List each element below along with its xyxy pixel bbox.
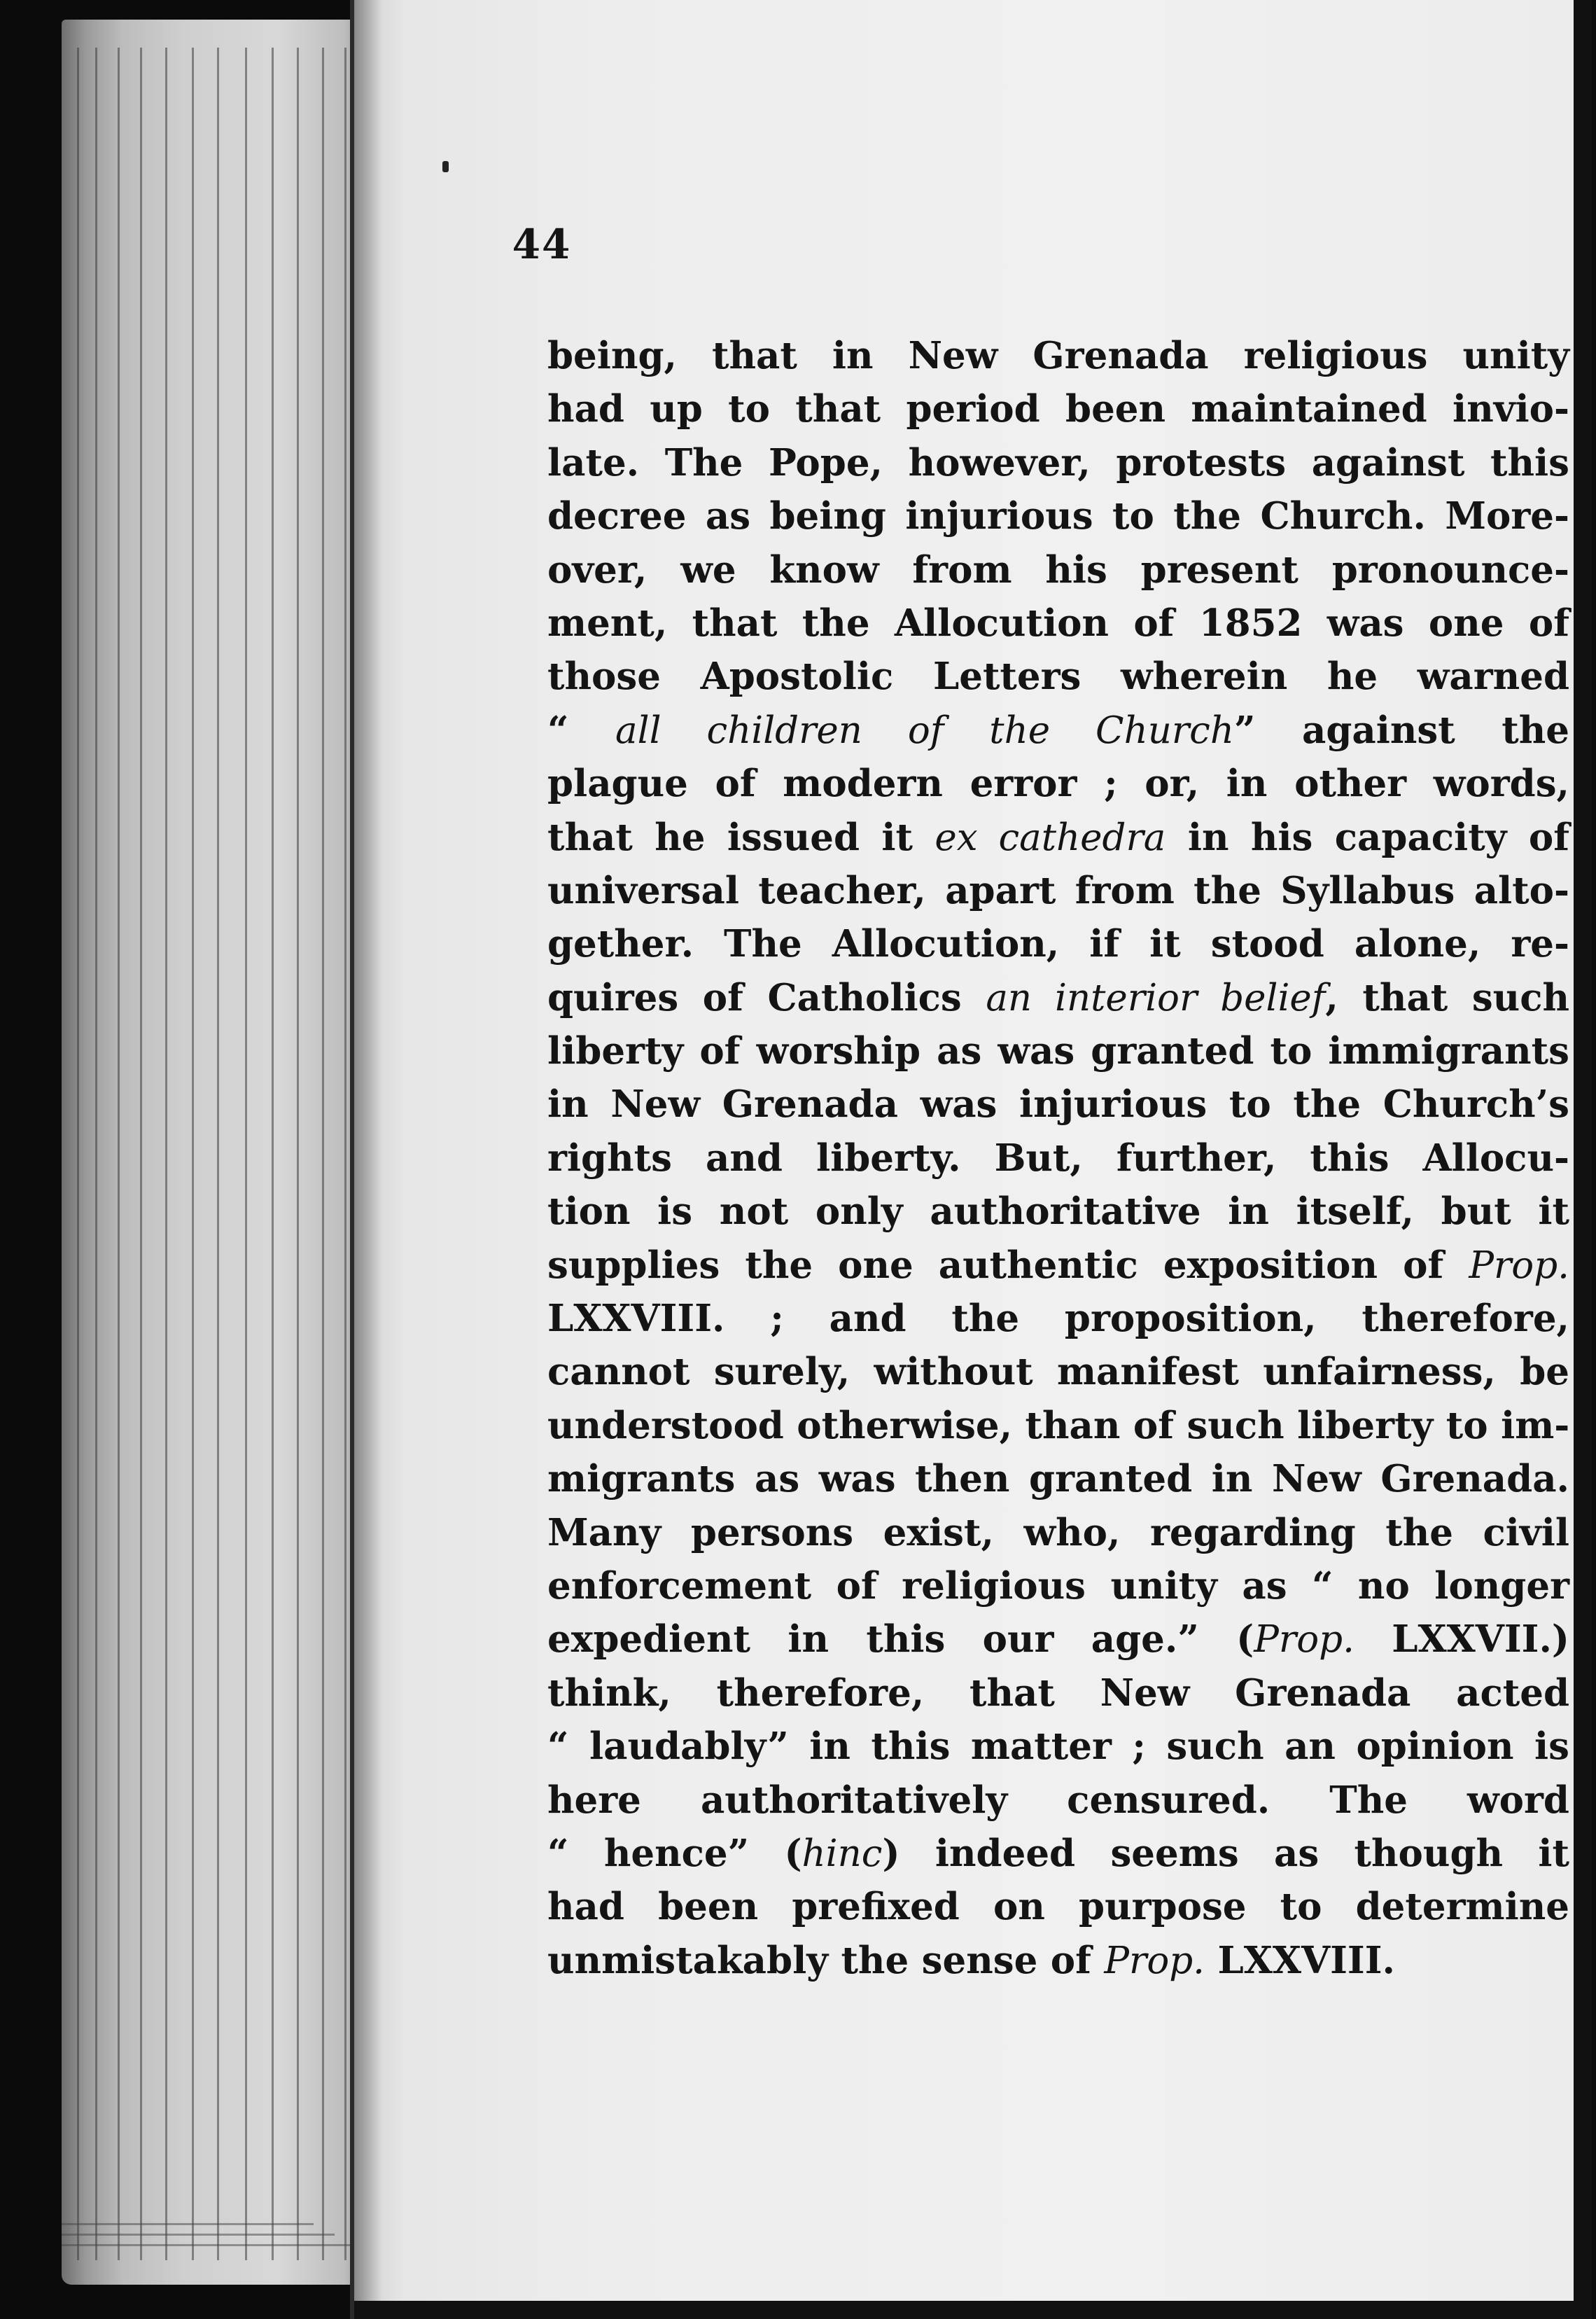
page-edge-line (95, 48, 97, 2260)
text-run: ment, that the Allocution of 1852 was one of (547, 601, 1569, 645)
page-edge-line (272, 48, 274, 2260)
text-line (547, 1239, 1569, 1292)
text-run: Many persons exist, who, regarding the civil (547, 1510, 1569, 1554)
text-line (547, 1506, 1569, 1559)
page-edge-bottom-line (62, 2234, 335, 2236)
text-run: ) indeed seems as though it (882, 1831, 1570, 1875)
text-line (547, 1024, 1569, 1078)
text-line (547, 1399, 1569, 1452)
italic-phrase: hinc (802, 1832, 883, 1875)
text-run: unmistakably the sense of (547, 1938, 1105, 1982)
text-run: “ hence” ( (547, 1831, 802, 1875)
text-run: those Apostolic Letters wherein he warned (547, 655, 1569, 699)
text-run: quires of Catholics (547, 975, 986, 1019)
italic-phrase: ex cathedra (934, 816, 1166, 859)
text-run: think, therefore, that New Grenada acted (547, 1671, 1569, 1715)
text-run: here authoritatively censured. The word (547, 1778, 1569, 1822)
page-edge-line (140, 48, 142, 2260)
page-edge-line (344, 48, 346, 2260)
text-run: cannot surely, without manifest unfairness, be (547, 1350, 1569, 1394)
text-run: supplies the one authentic exposition of (547, 1243, 1469, 1287)
text-run: that he issued it (547, 815, 935, 859)
text-run: “ laudably” in this matter ; such an opinion is (547, 1725, 1569, 1769)
text-run: gether. The Allocution, if it stood alone, re- (547, 922, 1569, 966)
text-line (547, 917, 1569, 970)
italic-phrase: an interior belief (986, 976, 1326, 1019)
text-run: tion is not only authoritative in itself, but it (547, 1190, 1569, 1234)
spine-shadow (354, 0, 382, 2319)
text-run: in his capacity of (1166, 815, 1570, 859)
italic-phrase: Prop. (1104, 1939, 1205, 1982)
page-edges-stack (62, 20, 370, 2285)
text-run: in New Grenada was injurious to the Church’s (547, 1082, 1569, 1127)
text-run: rights and liberty. But, further, this Allocu- (547, 1136, 1569, 1180)
page-edge-line (245, 48, 247, 2260)
body-text (547, 329, 1569, 1987)
text-run: liberty of worship as was granted to immigrants (547, 1029, 1569, 1073)
text-run: understood otherwise, than of such liberty to im- (547, 1403, 1570, 1447)
text-line (547, 1774, 1569, 1827)
text-run: LXXVII.) (1354, 1617, 1569, 1662)
text-run: enforcement of religious unity as “ no longer (547, 1564, 1569, 1608)
text-line (547, 1720, 1569, 1773)
text-run: over, we know from his present pronounce- (547, 548, 1569, 592)
text-run: plague of modern error ; or, in other words, (547, 762, 1569, 806)
text-line (547, 1345, 1569, 1398)
page-edge-line (322, 48, 324, 2260)
text-run: had up to that period been maintained invio- (547, 387, 1569, 431)
text-line (547, 543, 1569, 597)
page-edge-line (77, 48, 79, 2260)
text-line (547, 1559, 1569, 1613)
text-line (547, 1131, 1569, 1185)
text-line (547, 864, 1569, 917)
ink-speck (442, 161, 449, 172)
italic-phrase: Prop. (1469, 1244, 1569, 1287)
text-line (547, 1185, 1569, 1238)
page-edge-line (165, 48, 167, 2260)
italic-phrase: all children of the Church (615, 709, 1234, 752)
page-edge-line (118, 48, 120, 2260)
page-edge-line (217, 48, 219, 2260)
text-run: decree as being injurious to the Church. More- (547, 494, 1569, 538)
text-line (547, 489, 1569, 543)
text-run: , that such (1325, 975, 1570, 1019)
text-line (547, 597, 1569, 650)
text-run: ” against the (1234, 708, 1570, 752)
text-run: LXXVIII. ; and the proposition, therefore, (547, 1297, 1569, 1341)
text-line (547, 1452, 1569, 1505)
text-line (547, 811, 1569, 864)
text-run: LXXVIII. (1205, 1938, 1395, 1982)
page-number: 44 (512, 221, 572, 268)
text-run: universal teacher, apart from the Syllabus alto- (547, 868, 1569, 912)
text-line (547, 1666, 1569, 1720)
page-edge-bottom-line (62, 2244, 356, 2246)
text-run: expedient in this our age.” ( (547, 1617, 1254, 1662)
text-run: being, that in New Grenada religious unity (547, 334, 1569, 377)
text-run: migrants as was then granted in New Grenada. (547, 1457, 1569, 1501)
text-run: late. The Pope, however, protests against this (547, 440, 1569, 485)
text-line (547, 1934, 1569, 1987)
text-run: had been prefixed on purpose to determine (547, 1885, 1569, 1929)
bottom-scan-border (354, 2301, 1592, 2319)
text-line (547, 1880, 1569, 1933)
text-line (547, 704, 1569, 757)
text-line (547, 650, 1569, 703)
text-line (547, 329, 1569, 382)
text-line (547, 1078, 1569, 1131)
text-run: “ (547, 708, 616, 752)
text-line (547, 1827, 1569, 1880)
italic-phrase: Prop. (1254, 1618, 1354, 1662)
page-edge-line (297, 48, 299, 2260)
page-edge-line (192, 48, 194, 2260)
text-line (547, 1292, 1569, 1345)
text-line (547, 382, 1569, 436)
text-line (547, 971, 1569, 1024)
text-line (547, 1613, 1569, 1666)
text-line (547, 436, 1569, 489)
page-edge-bottom-line (62, 2223, 314, 2225)
right-scan-border (1574, 0, 1592, 2319)
text-line (547, 757, 1569, 810)
